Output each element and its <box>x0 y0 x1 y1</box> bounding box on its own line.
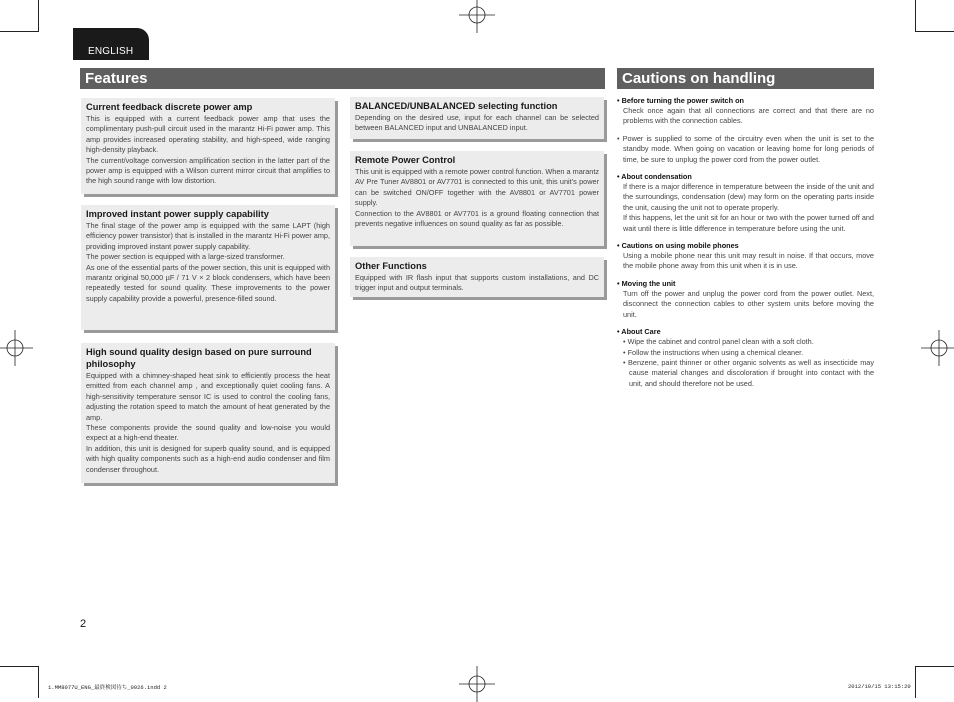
caution-item <box>617 241 874 272</box>
caution-title: • About condensation <box>617 172 692 182</box>
feature-title: Remote Power Control <box>355 155 456 165</box>
caution-item <box>617 96 874 127</box>
feature-title: High sound quality design based on pure surround philosophy <box>86 347 312 369</box>
feature-box-balanced <box>350 97 604 139</box>
caution-title: • About Care <box>617 327 661 337</box>
caution-subitem: • Benzene, paint thinner or other organic solvents as well as insecticide may cause material changes and discoloration if brought into contact with the unit, and should therefore not be used. <box>623 357 874 388</box>
feature-text: The current/voltage conversion amplification section in the latter part of the power amp is equipped with a Wilson current mirror circuit that amplifies to the high sound range with low distortion. <box>86 155 330 186</box>
feature-box-remote-power <box>350 151 604 246</box>
caution-text: Turn off the power and unplug the power cord from the power outlet. Next, disconnect the connection cables to other system units before moving the unit. <box>623 288 874 319</box>
caution-title: • Moving the unit <box>617 278 676 288</box>
footer-file-name: 1.MM8077U_ENG_最終検図待ち_0926.indd 2 <box>48 684 167 691</box>
feature-box-current-feedback <box>81 98 335 194</box>
feature-title: BALANCED/UNBALANCED selecting function <box>355 101 558 111</box>
caution-title: • Cautions on using mobile phones <box>617 241 739 251</box>
crop-mark <box>0 666 38 667</box>
caution-text: Check once again that all connections are correct and that there are no problems with the connection cables. <box>623 106 874 126</box>
registration-mark-icon <box>921 330 954 366</box>
feature-box-other-functions <box>350 257 604 297</box>
crop-mark <box>916 666 954 667</box>
feature-text: Equipped with IR flash input that supports custom installations, and DC trigger input and output terminals. <box>355 273 599 293</box>
caution-text: • Power is supplied to some of the circuitry even when the unit is set to the standby mode. When going on vacation or leaving home for long periods of time, be sure to unplug the power cord from the power outlet. <box>617 133 874 164</box>
caution-item <box>617 134 874 165</box>
crop-mark <box>916 31 954 32</box>
registration-mark-icon <box>459 0 495 33</box>
feature-text: The final stage of the power amp is equipped with the same LAPT (high efficiency power transistor) that is installed in the marantz Hi-Fi power amp, providing improved instant power supply capability. <box>86 221 330 251</box>
features-heading: Features <box>80 68 605 89</box>
feature-text: The power section is equipped with a large-sized transformer. <box>86 252 285 262</box>
feature-text: These components provide the sound quality and low-noise you would expect at a high-end theater. <box>86 423 330 443</box>
caution-text: If there is a major difference in temperature between the inside of the unit and the surroundings, condensation (dew) may form on the operating parts inside the unit, causing the unit not to operate properly. <box>623 182 874 212</box>
feature-text: This unit is equipped with a remote power control function. When a marantz AV Pre Tuner AV8801 or AV7701 is connected to this unit, this unit’s power can be switched ON/OFF together with the AV8801 or AV7701 power supply. <box>355 167 599 208</box>
feature-text: As one of the essential parts of the power section, this unit is equipped with marantz original 50,000 µF / 71 V × 2 block condensers, which have been repeatedly tested for sound quality. These improvements to the power supply capability provide a powerful, presence-filled sound. <box>86 262 330 303</box>
crop-mark <box>38 666 39 698</box>
cautions-list <box>617 96 874 396</box>
page-number: 2 <box>80 618 87 630</box>
feature-text: Depending on the desired use, input for each channel can be selected between BALANCED input and UNBALANCED input. <box>355 113 599 133</box>
feature-text: In addition, this unit is designed for superb quality sound, and is equipped with high quality components such as a high-end audio condenser and film condenser throughout. <box>86 443 330 474</box>
feature-title: Other Functions <box>355 261 427 271</box>
feature-box-sound-quality <box>81 343 335 483</box>
caution-item <box>617 279 874 320</box>
crop-mark <box>0 31 38 32</box>
feature-text: Connection to the AV8801 or AV7701 is a ground floating connection that prevents negative influences on sound quality as far as possible. <box>355 208 599 229</box>
caution-text: Using a mobile phone near this unit may result in noise. If that occurs, move the mobile phone away from this unit when it is in use. <box>623 251 874 271</box>
caution-subitem: • Wipe the cabinet and control panel clean with a soft cloth. <box>623 337 814 347</box>
registration-mark-icon <box>0 330 33 366</box>
crop-mark <box>38 0 39 32</box>
caution-item <box>617 327 874 389</box>
feature-box-power-supply <box>81 205 335 330</box>
feature-text: Equipped with a chimney-shaped heat sink to efficiently process the heat emitted from each channel amp , and exceptionally quiet cooling fans. A high-sensitivity temperature sensor IC is used to control the cooling fans, adjusting the rotation speed to match the amount of heat generated by the amp. <box>86 371 330 422</box>
cautions-heading: Cautions on handling <box>617 68 874 89</box>
registration-mark-icon <box>459 666 495 702</box>
caution-text: If this happens, let the unit sit for an hour or two with the power turned off and wait until there is little difference in temperature before using the unit. <box>623 213 874 233</box>
crop-mark <box>915 666 916 698</box>
caution-item <box>617 172 874 234</box>
crop-mark <box>915 0 916 32</box>
footer-timestamp: 2012/10/15 13:15:20 <box>848 683 911 690</box>
feature-title: Current feedback discrete power amp <box>86 102 253 112</box>
caution-subitem: • Follow the instructions when using a chemical cleaner. <box>623 347 804 357</box>
language-tab: ENGLISH <box>73 28 149 60</box>
feature-title: Improved instant power supply capability <box>86 209 269 219</box>
feature-text: This is equipped with a current feedback power amp that uses the complimentary push-pull circuit used in the marantz Hi-Fi power amp. This amp provides increased operating stability, and high-speed, wide ranging high-density playback. <box>86 114 330 155</box>
caution-title: • Before turning the power switch on <box>617 96 745 105</box>
